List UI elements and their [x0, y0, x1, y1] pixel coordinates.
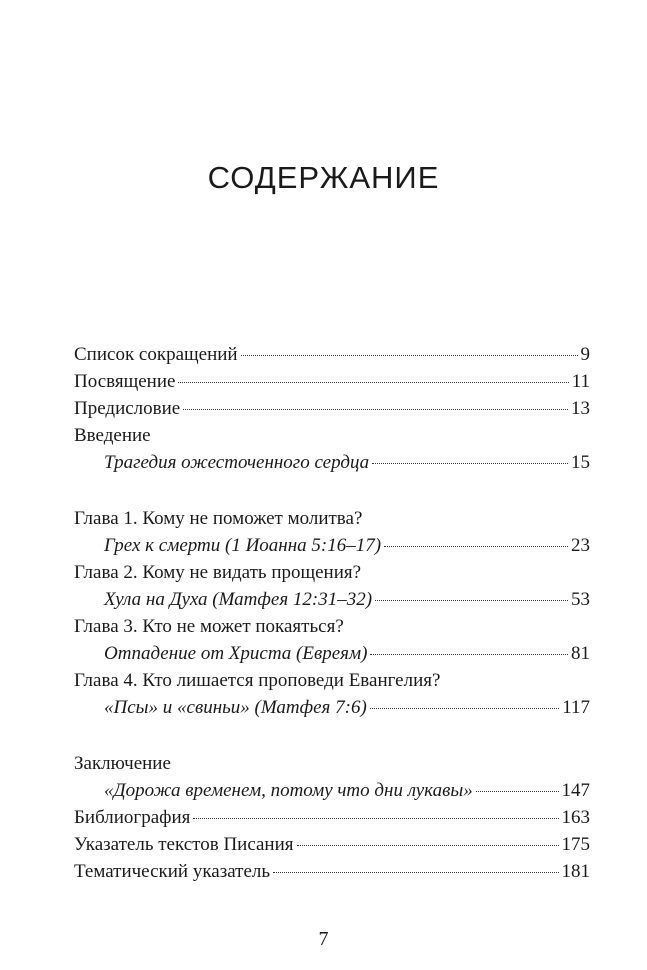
dot-leader — [297, 844, 559, 846]
toc-subentry-chapter-3 — [74, 640, 590, 667]
toc-subentry-introduction — [74, 449, 590, 476]
dot-leader — [183, 408, 568, 410]
table-of-contents — [74, 341, 590, 885]
toc-entry-chapter-1 — [74, 505, 590, 532]
toc-entry-title: Библиография — [74, 807, 191, 828]
toc-entry-subtitle: Хула на Духа (Матфея 12:31–32) — [104, 589, 373, 610]
toc-entry-title: Заключение — [74, 753, 171, 774]
toc-entry-title: Глава 3. Кто не может покаяться? — [74, 616, 344, 637]
toc-page-number: 9 — [580, 344, 590, 365]
toc-page-number: 117 — [562, 697, 590, 718]
dot-leader — [241, 354, 578, 356]
dot-leader — [193, 817, 558, 819]
dot-leader — [178, 381, 568, 383]
toc-page-number: 181 — [561, 861, 590, 882]
dot-leader — [375, 599, 568, 601]
toc-entry-chapter-2 — [74, 559, 590, 586]
toc-subentry-chapter-4 — [74, 694, 590, 721]
toc-page-number: 11 — [571, 371, 590, 392]
toc-entry-title: Глава 1. Кому не поможет молитва? — [74, 508, 363, 529]
toc-page-number: 175 — [561, 834, 590, 855]
page-title: СОДЕРЖАНИЕ — [207, 160, 440, 195]
toc-page-number: 147 — [561, 780, 590, 801]
toc-page-number: 15 — [571, 452, 590, 473]
dot-leader — [370, 707, 559, 709]
toc-entry-bibliography — [74, 804, 590, 831]
page-number: 7 — [318, 928, 329, 950]
toc-entry-subtitle: «Псы» и «свиньи» (Матфея 7:6) — [104, 697, 367, 718]
dot-leader — [372, 462, 568, 464]
dot-leader — [384, 545, 568, 547]
toc-entry-abbreviations — [74, 341, 590, 368]
toc-entry-chapter-4 — [74, 667, 590, 694]
toc-entry-introduction — [74, 422, 590, 449]
toc-entry-title: Указатель текстов Писания — [74, 834, 294, 855]
toc-entry-title: Предисловие — [74, 398, 181, 419]
dot-leader — [273, 871, 558, 873]
toc-entry-conclusion — [74, 750, 590, 777]
toc-entry-title: Список сокращений — [74, 344, 238, 365]
dot-leader — [476, 790, 559, 792]
toc-entry-title: Посвящение — [74, 371, 176, 392]
toc-entry-preface — [74, 395, 590, 422]
toc-page-number: 13 — [571, 398, 590, 419]
toc-page-number: 81 — [571, 643, 590, 664]
toc-subentry-conclusion — [74, 777, 590, 804]
toc-entry-subtitle: Трагедия ожесточенного сердца — [104, 452, 370, 473]
toc-entry-chapter-3 — [74, 613, 590, 640]
toc-entry-subtitle: «Дорожа временем, потому что дни лукавы» — [104, 780, 473, 801]
toc-entry-title: Введение — [74, 425, 151, 446]
toc-page-number: 53 — [571, 589, 590, 610]
toc-entry-title: Глава 2. Кому не видать прощения? — [74, 562, 362, 583]
toc-entry-dedication — [74, 368, 590, 395]
toc-entry-subtitle: Отпадение от Христа (Евреям) — [104, 643, 368, 664]
toc-entry-subject-index — [74, 858, 590, 885]
toc-page-number: 23 — [571, 535, 590, 556]
toc-subentry-chapter-1 — [74, 532, 590, 559]
toc-entry-subtitle: Грех к смерти (1 Иоанна 5:16–17) — [104, 535, 382, 556]
toc-entry-title: Глава 4. Кто лишается проповеди Евангелия? — [74, 670, 441, 691]
toc-entry-scripture-index — [74, 831, 590, 858]
dot-leader — [370, 653, 568, 655]
toc-subentry-chapter-2 — [74, 586, 590, 613]
toc-page-number: 163 — [561, 807, 590, 828]
toc-entry-title: Тематический указатель — [74, 861, 271, 882]
